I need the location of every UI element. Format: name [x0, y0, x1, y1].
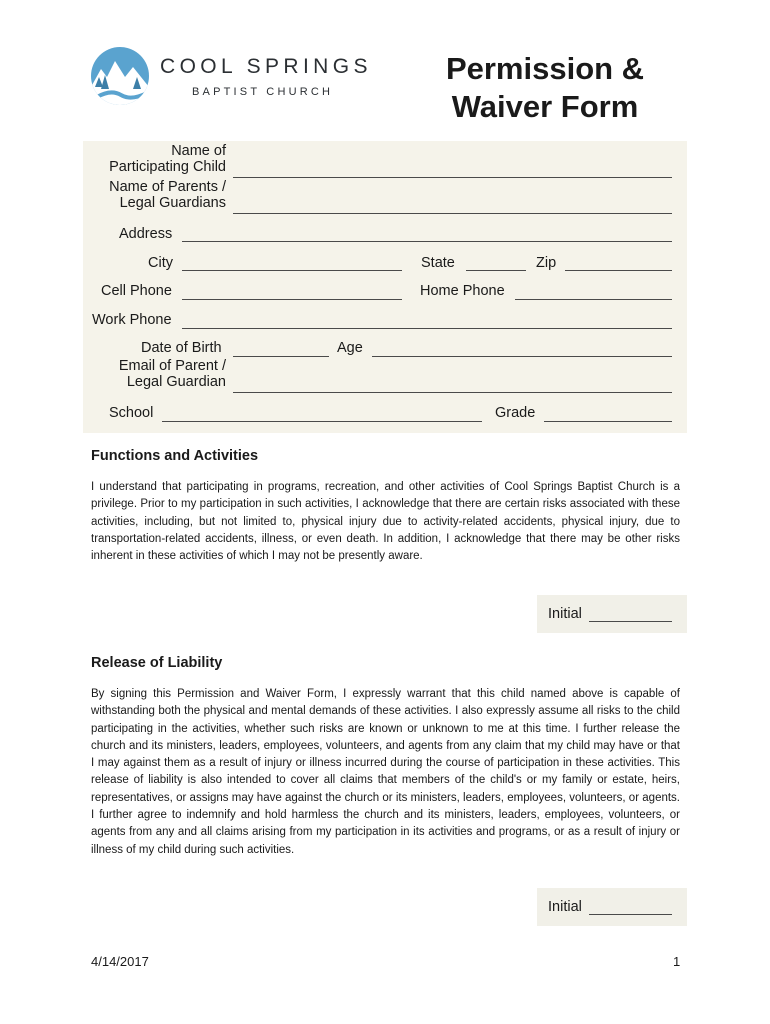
org-name: COOL SPRINGS [160, 55, 372, 78]
cell-phone-label: Cell Phone [101, 283, 172, 299]
form-title-line1: Permission & [445, 51, 645, 86]
parents-label-l2: Legal Guardians [119, 195, 226, 211]
page-number: 1 [673, 954, 681, 969]
grade-field[interactable] [544, 421, 672, 422]
zip-field[interactable] [565, 270, 672, 271]
parents-label-l1: Name of Parents / [109, 179, 226, 195]
home-phone-field[interactable] [515, 299, 672, 300]
email-label [90, 358, 226, 390]
release-heading: Release of Liability [91, 655, 223, 671]
city-label: City [148, 255, 173, 271]
age-field[interactable] [372, 356, 672, 357]
dob-label: Date of Birth [141, 340, 222, 356]
initial-field-2[interactable] [589, 914, 672, 915]
state-field[interactable] [466, 270, 526, 271]
school-label: School [109, 405, 154, 421]
work-phone-field[interactable] [182, 328, 672, 329]
zip-label: Zip [536, 255, 557, 271]
child-name-label [90, 143, 226, 175]
address-field[interactable] [182, 241, 672, 242]
child-name-label-l2: Participating Child [109, 159, 226, 175]
parents-field[interactable] [233, 213, 672, 214]
functions-paragraph: I understand that participating in programs, recreation, and other activities of Cool Springs Baptist Church is a privilege. Prior to my participation in such activities, I acknowledge that there are certain risks associated with these activities, including, but not limited to, physical injury due to activity-related accidents, physical injury, due to transportation-related accidents, illness, or even death. In addition, I acknowledge that there may be other risks inherent in these activities of which I may not be presently aware. [91, 481, 680, 563]
initial-field-1[interactable] [589, 621, 672, 622]
school-field[interactable] [162, 421, 482, 422]
form-title-line2: Waiver Form [451, 89, 639, 124]
state-label: State [421, 255, 455, 271]
email-label-l1: Email of Parent / [118, 358, 226, 374]
church-logo [91, 47, 149, 105]
footer-date: 4/14/2017 [91, 954, 149, 969]
functions-heading: Functions and Activities [91, 448, 259, 464]
initial-label-1: Initial [548, 606, 582, 622]
mountain-river-icon [91, 47, 149, 105]
cell-phone-field[interactable] [182, 299, 402, 300]
child-name-field[interactable] [233, 177, 672, 178]
email-field[interactable] [233, 392, 672, 393]
parents-label [90, 179, 226, 211]
home-phone-label: Home Phone [420, 283, 505, 299]
release-paragraph: By signing this Permission and Waiver Form, I expressly warrant that this child named above is capable of withstanding both the physical and mental demands of these activities. I also expressly assume all risks to the child participating in the activities, whether such risks are known or unknown to me at this time. I further release the church and its ministers, leaders, employees, volunteers, and agents from any claim that my child may have or that I may against them as a result of injury or illness incurred during the course of participation in these activities. This release of liability is also intended to cover all claims that members of the child's or my family or estate, heirs, representatives, or assigns may have against the church or its ministers, leaders, employees, volunteers, or agents. I further agree to indemnify and hold harmless the church and its ministers, leaders, employees, volunteers, or agents from any and all claims arising from my participation in its activities and programs, or as a result of injury or illness of my child during such activities. [91, 688, 680, 856]
grade-label: Grade [495, 405, 536, 421]
initial-label-2: Initial [548, 899, 582, 915]
dob-field[interactable] [233, 356, 329, 357]
work-phone-label: Work Phone [92, 312, 172, 328]
form-title [380, 50, 710, 126]
address-label: Address [119, 226, 173, 242]
city-field[interactable] [182, 270, 402, 271]
age-label: Age [337, 340, 363, 356]
email-label-l2: Legal Guardian [126, 374, 226, 390]
org-subtitle: BAPTIST CHURCH [192, 86, 334, 98]
child-name-label-l1: Name of [171, 143, 226, 159]
